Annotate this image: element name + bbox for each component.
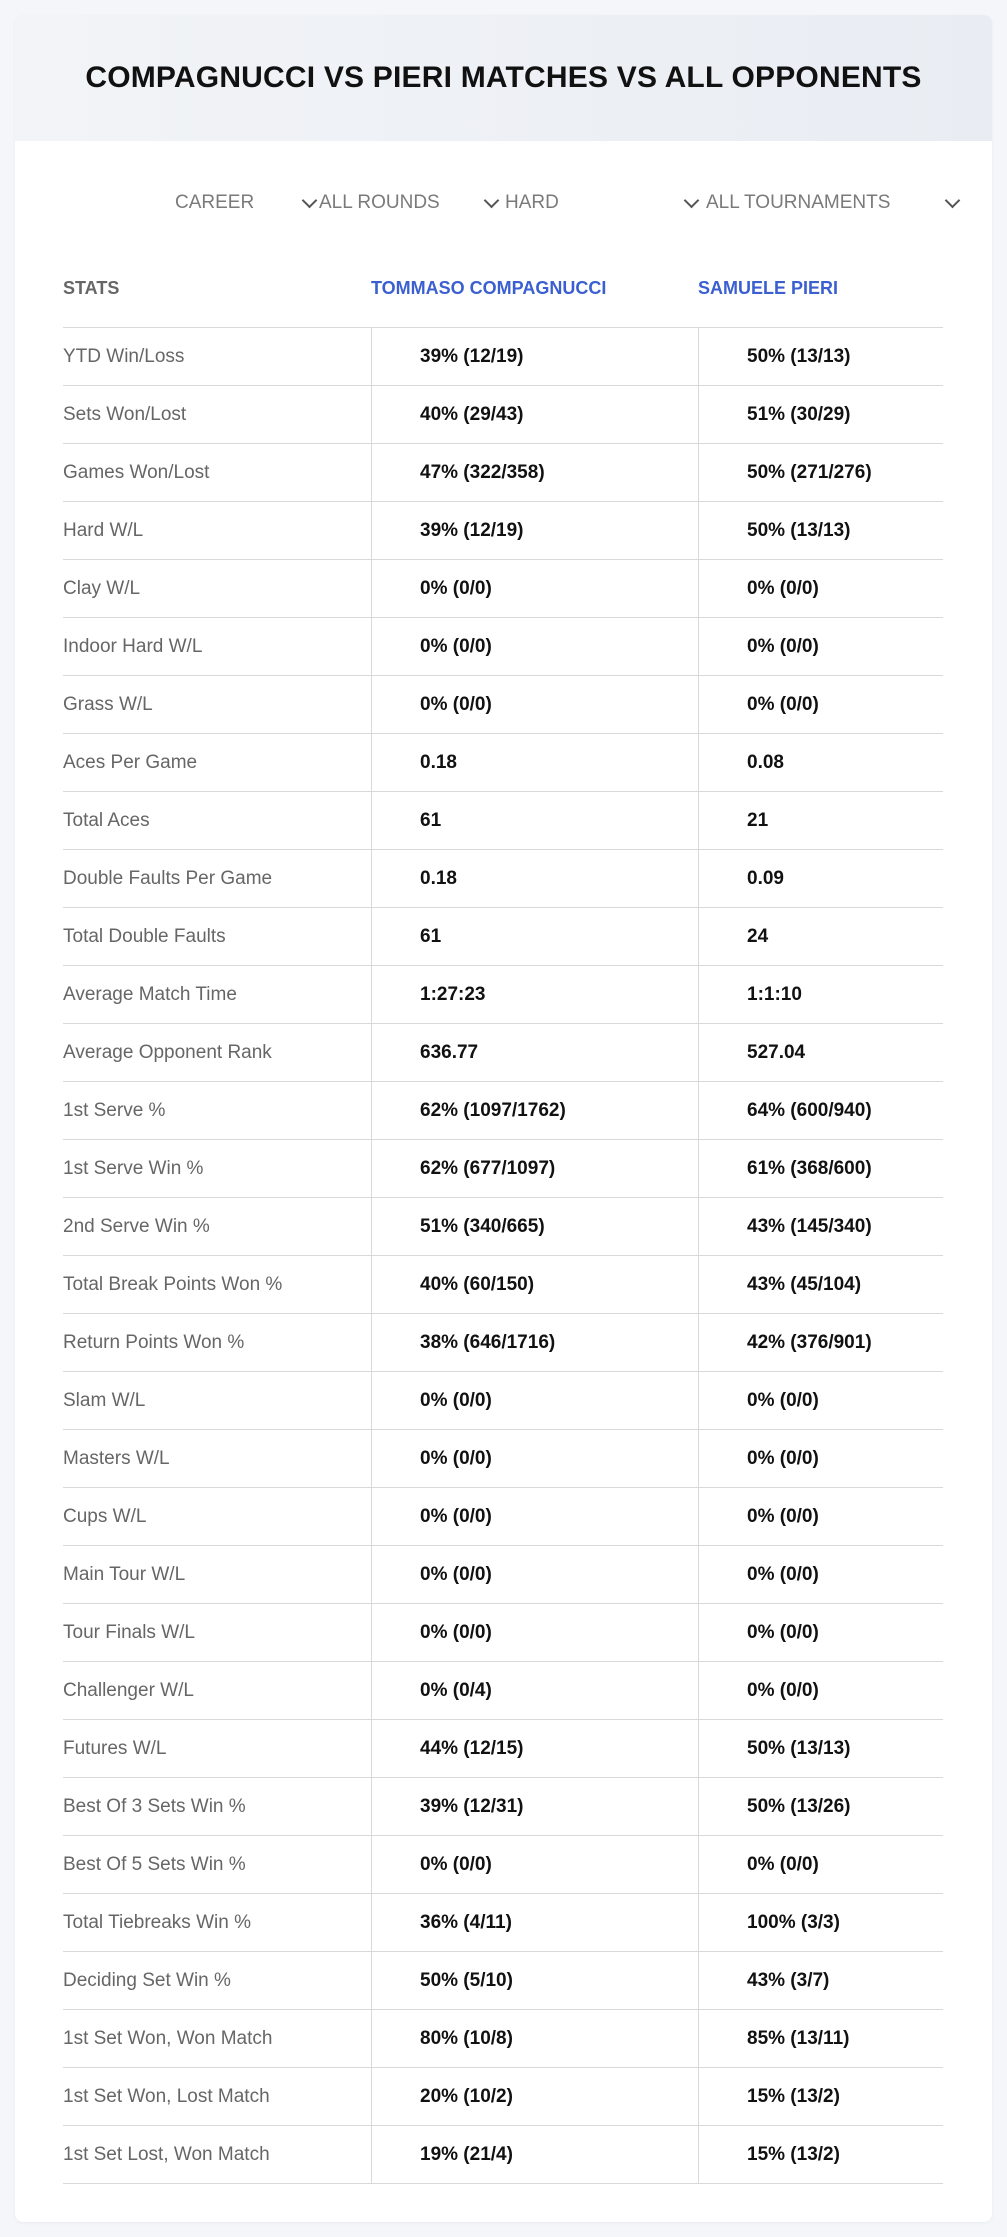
table-row — [63, 1372, 943, 1430]
surface-select-value: HARD — [505, 192, 559, 213]
player1-value: 51% (340/665) — [371, 1198, 698, 1255]
player2-value: 51% (30/29) — [698, 386, 943, 443]
table-row — [63, 1430, 943, 1488]
table-header — [15, 261, 992, 327]
stat-label: Hard W/L — [63, 519, 144, 541]
stat-label: Cups W/L — [63, 1505, 147, 1527]
player1-value: 0.18 — [371, 850, 698, 907]
stat-label: Total Tiebreaks Win % — [63, 1911, 251, 1933]
table-row — [63, 734, 943, 792]
player2-value: 0% (0/0) — [698, 1836, 943, 1893]
table-row — [63, 1256, 943, 1314]
chevron-down-icon — [302, 192, 318, 208]
player1-value: 50% (5/10) — [371, 1952, 698, 2009]
player2-value: 0% (0/0) — [698, 1546, 943, 1603]
surface-select[interactable] — [505, 185, 697, 221]
stats-card — [15, 15, 992, 2222]
player2-value: 0.08 — [698, 734, 943, 791]
table-row — [63, 560, 943, 618]
table-row — [63, 1662, 943, 1720]
player2-value: 0% (0/0) — [698, 1604, 943, 1661]
stat-label: Average Match Time — [63, 983, 237, 1005]
chevron-down-icon — [484, 192, 500, 208]
player1-value: 47% (322/358) — [371, 444, 698, 501]
stat-label: Slam W/L — [63, 1389, 146, 1411]
player2-value: 0.09 — [698, 850, 943, 907]
rounds-select-value: ALL ROUNDS — [319, 192, 440, 213]
player1-value: 39% (12/19) — [371, 328, 698, 385]
stat-label: 1st Set Lost, Won Match — [63, 2143, 270, 2165]
player1-value: 0% (0/4) — [371, 1662, 698, 1719]
stat-label: YTD Win/Loss — [63, 345, 185, 367]
period-select[interactable] — [175, 185, 315, 221]
table-row — [63, 328, 943, 386]
stat-label: Grass W/L — [63, 693, 153, 715]
player2-value: 21 — [698, 792, 943, 849]
player2-value: 0% (0/0) — [698, 618, 943, 675]
stat-label: Tour Finals W/L — [63, 1621, 195, 1643]
stat-label: 1st Serve Win % — [63, 1157, 204, 1179]
stat-label: Total Aces — [63, 809, 150, 831]
player1-value: 0% (0/0) — [371, 1372, 698, 1429]
player1-value: 0% (0/0) — [371, 1546, 698, 1603]
table-row — [63, 1314, 943, 1372]
player1-value: 38% (646/1716) — [371, 1314, 698, 1371]
player1-column-header[interactable]: TOMMASO COMPAGNUCCI — [371, 277, 607, 298]
player2-value: 43% (145/340) — [698, 1198, 943, 1255]
table-row — [63, 1778, 943, 1836]
table-row — [63, 792, 943, 850]
player2-value: 15% (13/2) — [698, 2126, 943, 2183]
stats-column-header: STATS — [63, 277, 120, 298]
player2-value: 85% (13/11) — [698, 2010, 943, 2067]
player1-value: 20% (10/2) — [371, 2068, 698, 2125]
player1-value: 62% (677/1097) — [371, 1140, 698, 1197]
table-row — [63, 386, 943, 444]
table-row — [63, 676, 943, 734]
stat-label: 1st Serve % — [63, 1099, 166, 1121]
player1-value: 1:27:23 — [371, 966, 698, 1023]
player2-value: 50% (13/13) — [698, 502, 943, 559]
stat-label: Games Won/Lost — [63, 461, 210, 483]
stat-label: Average Opponent Rank — [63, 1041, 272, 1063]
player1-value: 0% (0/0) — [371, 1836, 698, 1893]
rounds-select[interactable] — [319, 185, 497, 221]
stat-label: Total Break Points Won % — [63, 1273, 283, 1295]
table-row — [63, 502, 943, 560]
player1-value: 0.18 — [371, 734, 698, 791]
period-select-value: CAREER — [175, 192, 255, 213]
player2-value: 43% (3/7) — [698, 1952, 943, 2009]
table-row — [63, 444, 943, 502]
stat-label: Main Tour W/L — [63, 1563, 186, 1585]
table-row — [63, 1546, 943, 1604]
stat-label: Futures W/L — [63, 1737, 167, 1759]
table-row — [63, 1082, 943, 1140]
player2-value: 0% (0/0) — [698, 560, 943, 617]
player2-column-header[interactable]: SAMUELE PIERI — [698, 277, 839, 298]
player1-value: 44% (12/15) — [371, 1720, 698, 1777]
stat-label: 2nd Serve Win % — [63, 1215, 210, 1237]
table-row — [63, 1140, 943, 1198]
stat-label: 1st Set Won, Lost Match — [63, 2085, 270, 2107]
player2-value: 50% (13/13) — [698, 1720, 943, 1777]
player1-value: 40% (60/150) — [371, 1256, 698, 1313]
player1-value: 62% (1097/1762) — [371, 1082, 698, 1139]
stat-label: Clay W/L — [63, 577, 141, 599]
player2-value: 527.04 — [698, 1024, 943, 1081]
player1-value: 40% (29/43) — [371, 386, 698, 443]
page-title: COMPAGNUCCI VS PIERI MATCHES VS ALL OPPONENTS — [85, 61, 922, 94]
table-row — [63, 2068, 943, 2126]
player1-value: 636.77 — [371, 1024, 698, 1081]
player1-value: 0% (0/0) — [371, 676, 698, 733]
table-row — [63, 1836, 943, 1894]
player2-value: 50% (13/13) — [698, 328, 943, 385]
filter-bar — [15, 141, 992, 261]
player2-value: 1:1:10 — [698, 966, 943, 1023]
player1-value: 61 — [371, 908, 698, 965]
chevron-down-icon — [945, 192, 961, 208]
player2-value: 61% (368/600) — [698, 1140, 943, 1197]
player1-value: 0% (0/0) — [371, 1604, 698, 1661]
player2-value: 50% (13/26) — [698, 1778, 943, 1835]
player2-value: 0% (0/0) — [698, 1430, 943, 1487]
table-row — [63, 908, 943, 966]
stat-label: Best Of 3 Sets Win % — [63, 1795, 246, 1817]
table-row — [63, 1952, 943, 2010]
stat-label: 1st Set Won, Won Match — [63, 2027, 273, 2049]
tournaments-select[interactable] — [706, 185, 958, 221]
player1-value: 0% (0/0) — [371, 1430, 698, 1487]
player2-value: 64% (600/940) — [698, 1082, 943, 1139]
player1-value: 39% (12/19) — [371, 502, 698, 559]
player1-value: 36% (4/11) — [371, 1894, 698, 1951]
table-row — [63, 1894, 943, 1952]
player2-value: 0% (0/0) — [698, 1488, 943, 1545]
table-row — [63, 1198, 943, 1256]
player1-value: 61 — [371, 792, 698, 849]
stat-label: Sets Won/Lost — [63, 403, 187, 425]
player2-value: 0% (0/0) — [698, 676, 943, 733]
player1-value: 80% (10/8) — [371, 2010, 698, 2067]
player2-value: 15% (13/2) — [698, 2068, 943, 2125]
player2-value: 42% (376/901) — [698, 1314, 943, 1371]
chevron-down-icon — [684, 192, 700, 208]
stat-label: Challenger W/L — [63, 1679, 194, 1701]
table-row — [63, 850, 943, 908]
player2-value: 0% (0/0) — [698, 1372, 943, 1429]
stat-label: Double Faults Per Game — [63, 867, 273, 889]
table-row — [63, 966, 943, 1024]
player1-value: 39% (12/31) — [371, 1778, 698, 1835]
table-row — [63, 2010, 943, 2068]
table-row — [63, 618, 943, 676]
player1-value: 0% (0/0) — [371, 560, 698, 617]
player2-value: 24 — [698, 908, 943, 965]
table-row — [63, 1720, 943, 1778]
table-row — [63, 2126, 943, 2184]
player1-value: 19% (21/4) — [371, 2126, 698, 2183]
player1-value: 0% (0/0) — [371, 618, 698, 675]
stat-label: Total Double Faults — [63, 925, 226, 947]
table-row — [63, 1488, 943, 1546]
player2-value: 0% (0/0) — [698, 1662, 943, 1719]
table-row — [63, 1024, 943, 1082]
stat-label: Indoor Hard W/L — [63, 635, 203, 657]
player2-value: 43% (45/104) — [698, 1256, 943, 1313]
stat-label: Aces Per Game — [63, 751, 198, 773]
player2-value: 100% (3/3) — [698, 1894, 943, 1951]
stat-label: Deciding Set Win % — [63, 1969, 231, 1991]
table-row — [63, 1604, 943, 1662]
stat-label: Masters W/L — [63, 1447, 170, 1469]
player2-value: 50% (271/276) — [698, 444, 943, 501]
stat-label: Best Of 5 Sets Win % — [63, 1853, 246, 1875]
tournaments-select-value: ALL TOURNAMENTS — [706, 192, 891, 213]
stats-table — [63, 327, 943, 2184]
card-header — [15, 15, 992, 141]
stat-label: Return Points Won % — [63, 1331, 245, 1353]
player1-value: 0% (0/0) — [371, 1488, 698, 1545]
